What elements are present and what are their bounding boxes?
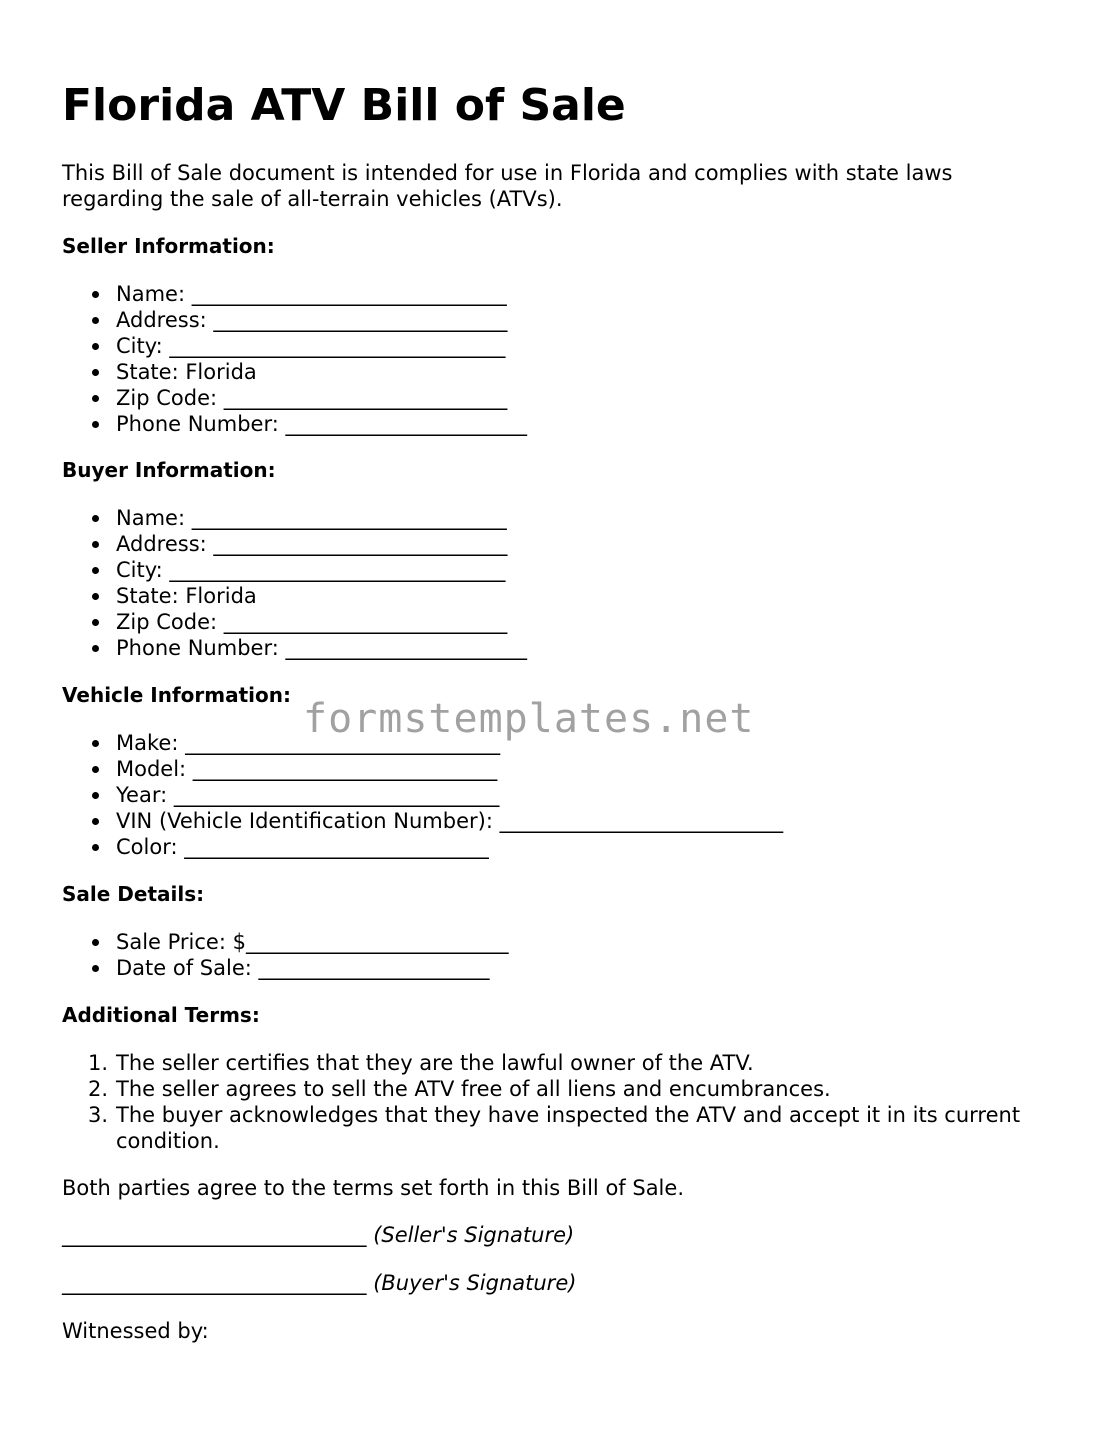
- term-text: The seller certifies that they are the lawful owner of the ATV.: [116, 1051, 754, 1075]
- witness-label: Witnessed by:: [62, 1319, 209, 1343]
- buyer-city-field[interactable]: City: ________________________________: [62, 557, 527, 583]
- buyer-phone-field[interactable]: Phone Number: _______________________: [62, 635, 527, 661]
- vehicle-vin-field[interactable]: VIN (Vehicle Identification Number): ___________________________: [62, 808, 783, 834]
- seller-heading: Seller Information:: [62, 234, 275, 258]
- seller-zip-field[interactable]: Zip Code: ___________________________: [62, 385, 527, 411]
- intro-paragraph: This Bill of Sale document is intended for use in Florida and complies with state laws regarding the sale of all-terrain vehicles (ATVs).: [62, 161, 953, 211]
- buyer-signature-label: (Buyer's Signature): [373, 1271, 577, 1295]
- seller-fields-list: [62, 281, 527, 437]
- sale-heading: Sale Details:: [62, 882, 205, 906]
- buyer-signature-line[interactable]: _____________________________: [62, 1271, 367, 1295]
- agreement-statement: Both parties agree to the terms set forth in this Bill of Sale.: [62, 1176, 684, 1200]
- vehicle-model-field[interactable]: Model: _____________________________: [62, 756, 783, 782]
- vehicle-fields-list: [62, 730, 783, 860]
- seller-name-field[interactable]: Name: ______________________________: [62, 281, 527, 307]
- buyer-fields-list: [62, 505, 527, 661]
- watermark: formstemplates.net: [303, 696, 755, 742]
- term-item: [62, 1102, 1056, 1154]
- document-title: Florida ATV Bill of Sale: [62, 80, 626, 131]
- seller-city-field[interactable]: City: ________________________________: [62, 333, 527, 359]
- buyer-state-field: State: Florida: [62, 583, 527, 609]
- seller-signature-label: (Seller's Signature): [373, 1223, 575, 1247]
- term-number: 1.: [88, 1051, 109, 1075]
- buyer-name-field[interactable]: Name: ______________________________: [62, 505, 527, 531]
- term-text: The buyer acknowledges that they have inspected the ATV and accept it in its current condition.: [116, 1103, 1021, 1153]
- term-item: [62, 1050, 1056, 1076]
- vehicle-color-field[interactable]: Color: _____________________________: [62, 834, 783, 860]
- seller-signature-row: [62, 1222, 574, 1248]
- seller-signature-line[interactable]: _____________________________: [62, 1223, 367, 1247]
- vehicle-heading: Vehicle Information:: [62, 683, 291, 707]
- buyer-address-field[interactable]: Address: ____________________________: [62, 531, 527, 557]
- sale-price-field[interactable]: Sale Price: $_________________________: [62, 929, 508, 955]
- seller-phone-field[interactable]: Phone Number: _______________________: [62, 411, 527, 437]
- terms-heading: Additional Terms:: [62, 1003, 260, 1027]
- sale-fields-list: [62, 929, 508, 981]
- buyer-signature-row: [62, 1270, 576, 1296]
- term-number: 2.: [88, 1077, 109, 1101]
- seller-address-field[interactable]: Address: ____________________________: [62, 307, 527, 333]
- terms-list: [62, 1050, 1056, 1154]
- term-item: [62, 1076, 1056, 1102]
- buyer-heading: Buyer Information:: [62, 458, 276, 482]
- term-text: The seller agrees to sell the ATV free of all liens and encumbrances.: [116, 1077, 831, 1101]
- vehicle-year-field[interactable]: Year: _______________________________: [62, 782, 783, 808]
- sale-date-field[interactable]: Date of Sale: ______________________: [62, 955, 508, 981]
- vehicle-make-field[interactable]: Make: ______________________________: [62, 730, 783, 756]
- buyer-zip-field[interactable]: Zip Code: ___________________________: [62, 609, 527, 635]
- term-number: 3.: [88, 1103, 109, 1127]
- seller-state-field: State: Florida: [62, 359, 527, 385]
